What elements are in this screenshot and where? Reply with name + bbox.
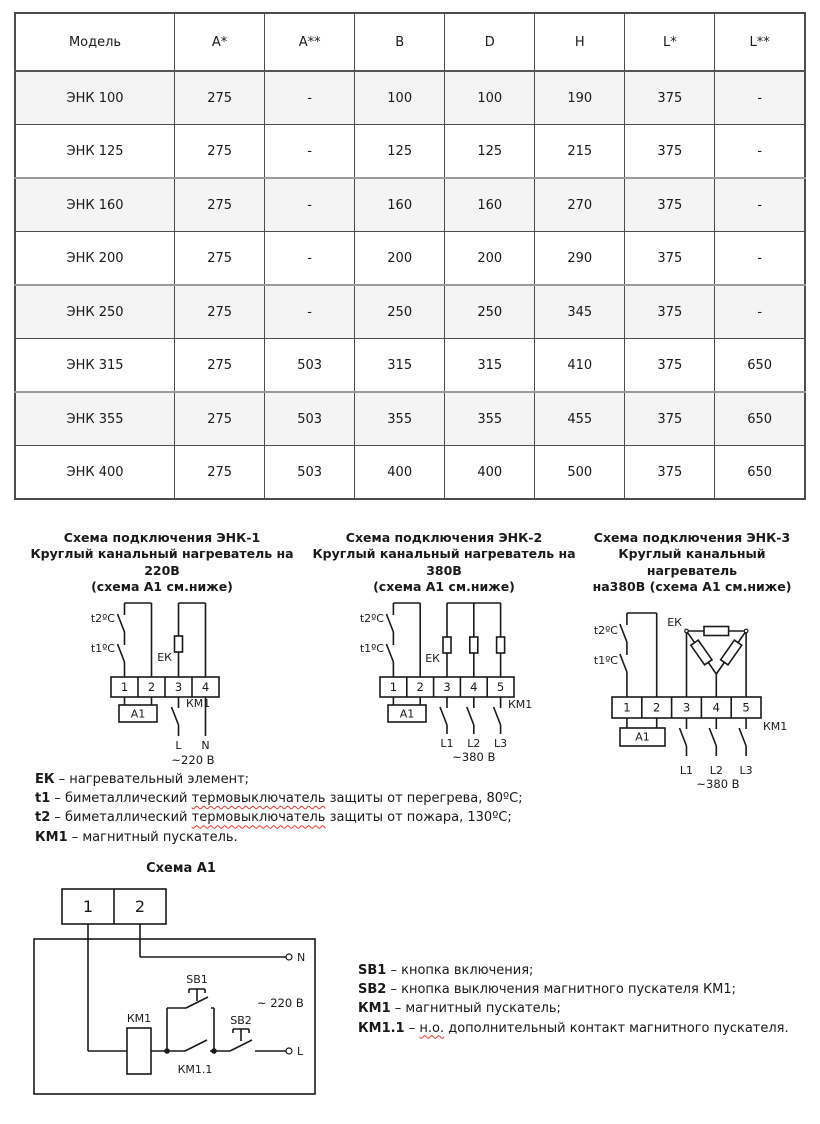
voltage-label: ~380 В — [695, 777, 740, 791]
t2-label: t2ºC — [90, 612, 115, 625]
terminal-2: 2 — [147, 680, 156, 694]
cell-model: ЭНК 160 — [15, 178, 175, 232]
terminal-block — [62, 889, 166, 924]
ek-label: ЕК — [157, 651, 172, 664]
cell: 375 — [625, 392, 715, 446]
heater-branch — [425, 603, 504, 677]
cell: 250 — [445, 285, 535, 339]
a1-module — [388, 697, 426, 722]
cell: 503 — [265, 446, 355, 500]
cell: 215 — [535, 125, 625, 179]
terminal-2: 2 — [652, 700, 660, 715]
wiring-diagrams-row — [14, 530, 806, 794]
cell: - — [265, 285, 355, 339]
supply-lines — [171, 697, 214, 767]
cell: 355 — [355, 392, 445, 446]
t1-label: t1ºC — [593, 654, 618, 667]
cell-model: ЭНК 400 — [15, 446, 175, 500]
delta-node — [684, 629, 688, 633]
t2-switch-blade — [619, 624, 626, 642]
line-l1-label: L1 — [440, 737, 454, 750]
l-terminal — [286, 1048, 292, 1054]
col-header-h: H — [535, 13, 625, 71]
t2-switch-blade — [386, 614, 393, 632]
legend-line-km1: КМ1 – магнитный пускатель; — [358, 1001, 561, 1017]
km1-contact — [679, 718, 686, 756]
supply-lines — [679, 718, 787, 791]
terminal-2: 2 — [134, 896, 146, 916]
cell: 275 — [175, 178, 265, 232]
cell: - — [715, 232, 805, 286]
cell: 375 — [625, 446, 715, 500]
diagram-enk3 — [578, 530, 806, 794]
heater-branch — [157, 603, 205, 677]
delta-node — [744, 629, 748, 633]
km11-label: КМ1.1 — [177, 1062, 213, 1076]
cell: 410 — [535, 339, 625, 393]
legend-line-km1: КМ1 – магнитный пускатель. — [35, 829, 238, 845]
dimensions-table — [14, 12, 806, 500]
scheme-a1-section — [14, 861, 806, 1114]
cell: 275 — [175, 446, 265, 500]
km1-label: КМ1 — [762, 720, 787, 733]
terminal-3: 3 — [682, 700, 690, 715]
table-row — [15, 232, 805, 286]
cell: 125 — [445, 125, 535, 179]
enk1-schematic — [62, 598, 262, 770]
cell: 270 — [535, 178, 625, 232]
t1-switch-blade — [386, 644, 393, 662]
table-row — [15, 446, 805, 500]
cell: 375 — [625, 71, 715, 125]
heater-resistor — [497, 637, 505, 653]
t2-switch-blade — [118, 614, 125, 632]
enk2-schematic — [344, 598, 544, 770]
terminal-block — [612, 697, 761, 718]
cell: 275 — [175, 125, 265, 179]
terminal-1: 1 — [82, 896, 94, 916]
terminal-1: 1 — [120, 680, 129, 694]
km1-contact — [440, 697, 447, 734]
cell: 315 — [445, 339, 535, 393]
heater-resistor — [704, 627, 729, 636]
cell: 503 — [265, 392, 355, 446]
cell-model: ЭНК 315 — [15, 339, 175, 393]
t2-label: t2ºC — [359, 612, 384, 625]
a1-label: А1 — [130, 707, 146, 721]
terminal-3: 3 — [443, 680, 451, 694]
km1-contact — [709, 718, 716, 756]
ek-label: ЕК — [425, 652, 440, 665]
cell-model: ЭНК 355 — [15, 392, 175, 446]
heater-resistor — [470, 637, 478, 653]
cell: 315 — [355, 339, 445, 393]
line-l2-label: L2 — [709, 764, 723, 777]
diagram-enk2 — [310, 530, 578, 770]
cell-model: ЭНК 200 — [15, 232, 175, 286]
cell: - — [715, 71, 805, 125]
legend-line-sb2: SB2 – кнопка выключения магнитного пускателя КМ1; — [358, 982, 737, 998]
t1-label: t1ºC — [359, 642, 384, 655]
a1-schematic — [14, 879, 334, 1114]
heater-resistor — [175, 636, 183, 652]
cell: 275 — [175, 339, 265, 393]
cell: 250 — [355, 285, 445, 339]
voltage-label: ~ 220 В — [257, 995, 304, 1010]
cell: 190 — [535, 71, 625, 125]
cell: 355 — [445, 392, 535, 446]
km1-contact — [467, 697, 474, 734]
cell-model: ЭНК 125 — [15, 125, 175, 179]
cell: 100 — [355, 71, 445, 125]
a1-module — [119, 697, 157, 722]
voltage-label: ~380 В — [452, 750, 496, 764]
cell: - — [265, 178, 355, 232]
heater-resistor — [690, 640, 711, 665]
terminal-5: 5 — [741, 700, 750, 715]
km1-label: КМ1 — [126, 1011, 152, 1025]
legend-line-t1: t1 – биметаллический термовыключатель защиты от перегрева, 80ºС; — [35, 791, 523, 807]
enk3-schematic — [585, 598, 800, 794]
km1-contact — [494, 697, 501, 734]
cell: 375 — [625, 125, 715, 179]
col-header-model: Модель — [15, 13, 175, 71]
km1-coil — [127, 1028, 151, 1074]
terminal-3: 3 — [174, 680, 183, 694]
a1-module — [620, 718, 665, 746]
terminal-4: 4 — [201, 680, 210, 694]
cell: 650 — [715, 446, 805, 500]
terminal-1: 1 — [622, 700, 631, 715]
line-l2-label: L2 — [467, 737, 481, 750]
km1-label: КМ1 — [186, 697, 211, 710]
table-row — [15, 339, 805, 393]
cell: 275 — [175, 71, 265, 125]
voltage-label: ~220 В — [171, 753, 215, 767]
cell: 160 — [355, 178, 445, 232]
km1-contact — [739, 718, 746, 756]
cell: 275 — [175, 285, 265, 339]
km1-contact — [172, 697, 179, 736]
cell: 100 — [445, 71, 535, 125]
cell: - — [715, 285, 805, 339]
table-row — [15, 125, 805, 179]
heater-resistor — [443, 637, 451, 653]
cell: 275 — [175, 392, 265, 446]
table-row — [15, 71, 805, 125]
diagram-enk1 — [14, 530, 310, 770]
cell: 400 — [445, 446, 535, 500]
enclosure-box — [34, 939, 315, 1094]
n-terminal — [286, 954, 292, 960]
n-label: N — [297, 950, 306, 964]
ek-label: ЕК — [666, 616, 682, 629]
thermal-switch-branch — [593, 613, 656, 697]
cell: 375 — [625, 178, 715, 232]
buttons-legend — [358, 861, 789, 1038]
table-header-row — [15, 13, 805, 71]
terminal-1: 1 — [389, 680, 398, 694]
terminal-4: 4 — [712, 700, 720, 715]
sb2-label: SB2 — [230, 1013, 252, 1027]
cell: 375 — [625, 232, 715, 286]
legend-line-km11: КМ1.1 – н.о. дополнительный контакт магнитного пускателя. — [358, 1020, 789, 1036]
t1-switch-blade — [118, 644, 125, 662]
heater-delta-branch — [667, 616, 748, 697]
scheme-a1-title: Схема А1 — [146, 860, 216, 876]
col-header-d: D — [445, 13, 535, 71]
col-header-a1: A* — [175, 13, 265, 71]
cell: 503 — [265, 339, 355, 393]
line-l3-label: L3 — [739, 764, 753, 777]
terminal-4: 4 — [470, 680, 478, 694]
table-row — [15, 178, 805, 232]
cell: 200 — [355, 232, 445, 286]
sb1-label: SB1 — [186, 972, 208, 986]
cell: 200 — [445, 232, 535, 286]
cell: - — [715, 178, 805, 232]
table-row — [15, 285, 805, 339]
cell: 345 — [535, 285, 625, 339]
a1-label: А1 — [634, 730, 650, 744]
cell: - — [265, 232, 355, 286]
cell: - — [265, 71, 355, 125]
thermal-switch-branch — [91, 603, 152, 677]
cell: 650 — [715, 339, 805, 393]
thermal-switch-branch — [360, 603, 420, 677]
cell: 125 — [355, 125, 445, 179]
diagram-enk3-title: Схема подключения ЭНК-3 Круглый канальный нагреватель на380В (схема А1 см.ниже) — [592, 530, 792, 594]
line-n-label: N — [201, 739, 210, 752]
terminal-5: 5 — [496, 680, 505, 694]
line-l3-label: L3 — [494, 737, 508, 750]
scheme-a1-diagram — [14, 861, 348, 1114]
terminal-block — [380, 677, 514, 697]
terminal-2: 2 — [416, 680, 424, 694]
table-row — [15, 392, 805, 446]
col-header-l1: L* — [625, 13, 715, 71]
cell-model: ЭНК 100 — [15, 71, 175, 125]
cell-model: ЭНК 250 — [15, 285, 175, 339]
cell: 455 — [535, 392, 625, 446]
cell: 375 — [625, 285, 715, 339]
cell: - — [265, 125, 355, 179]
t1-label: t1ºC — [90, 642, 115, 655]
terminal-block — [111, 677, 219, 697]
col-header-b: B — [355, 13, 445, 71]
t1-switch-blade — [619, 654, 626, 672]
cell: 275 — [175, 232, 265, 286]
cell: - — [715, 125, 805, 179]
col-header-l2: L** — [715, 13, 805, 71]
km1-label: КМ1 — [508, 698, 533, 711]
col-header-a2: A** — [265, 13, 355, 71]
cell: 400 — [355, 446, 445, 500]
line-l1-label: L1 — [679, 764, 693, 777]
line-l-label: L — [175, 739, 182, 752]
diagram-enk1-title: Схема подключения ЭНК-1 Круглый канальный нагреватель на 220В (схема А1 см.ниже) — [30, 530, 294, 594]
a1-label: А1 — [399, 707, 415, 721]
cell: 500 — [535, 446, 625, 500]
t2-label: t2ºC — [593, 624, 618, 637]
heater-resistor — [720, 640, 741, 665]
cell: 160 — [445, 178, 535, 232]
legend-line-ek: ЕК – нагревательный элемент; — [35, 772, 250, 787]
diagram-enk2-title: Схема подключения ЭНК-2 Круглый канальный нагреватель на 380В (схема А1 см.ниже) — [312, 530, 576, 594]
supply-lines — [440, 697, 532, 764]
cell: 375 — [625, 339, 715, 393]
l-label: L — [297, 1044, 304, 1058]
legend-line-t2: t2 – биметаллический термовыключатель защиты от пожара, 130ºС; — [35, 810, 512, 826]
cell: 650 — [715, 392, 805, 446]
legend-line-sb1: SB1 – кнопка включения; — [358, 962, 534, 978]
cell: 290 — [535, 232, 625, 286]
